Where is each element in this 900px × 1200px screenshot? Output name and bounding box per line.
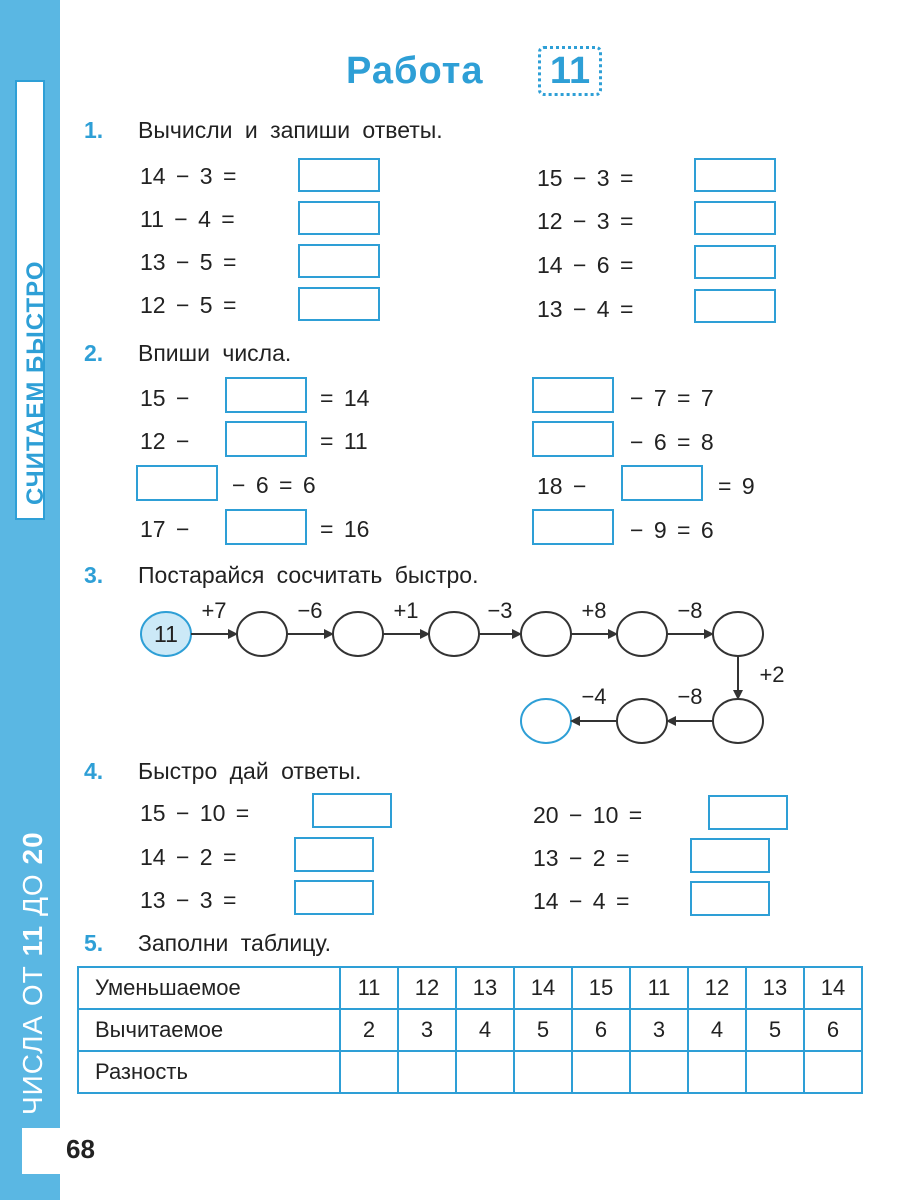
- chain-op-8: −8: [677, 684, 703, 709]
- chapter-from: 11: [17, 924, 48, 957]
- task4-instruction: Быстро дай ответы.: [138, 758, 362, 784]
- task4-left-expr-2: 14 − 2 =: [140, 844, 237, 870]
- task2-number: 2.: [84, 340, 104, 366]
- task1-left-expr-1: 14 − 3 =: [140, 163, 237, 189]
- task1-left-answer-1[interactable]: [298, 158, 380, 192]
- difference-cell[interactable]: [456, 1051, 514, 1093]
- task4-left-answer-1[interactable]: [312, 793, 392, 828]
- table-cell: 3: [630, 1009, 688, 1051]
- task5-number: 5.: [84, 930, 104, 956]
- table-cell: 6: [572, 1009, 630, 1051]
- difference-cell[interactable]: [746, 1051, 804, 1093]
- task1-left-expr-4: 12 − 5 =: [140, 292, 237, 318]
- task1-right-answer-1[interactable]: [694, 158, 776, 192]
- task2-left-3-after: − 6 = 6: [232, 472, 316, 498]
- task2-right-3-before: 18 −: [537, 473, 587, 499]
- row-label-subtrahend: Вычитаемое: [78, 1009, 340, 1051]
- table-cell: 5: [514, 1009, 572, 1051]
- table-cell: 4: [688, 1009, 746, 1051]
- task1-left-expr-3: 13 − 5 =: [140, 249, 237, 275]
- subtraction-table: [77, 966, 863, 1094]
- task1-number: 1.: [84, 117, 104, 143]
- table-cell: 13: [456, 967, 514, 1009]
- chain-op-2: −6: [297, 598, 323, 623]
- chain-circle-5[interactable]: [617, 612, 667, 656]
- task4-number: 4.: [84, 758, 104, 784]
- difference-cell[interactable]: [398, 1051, 456, 1093]
- page-number-tag: [22, 1128, 152, 1174]
- chain-circle-2[interactable]: [333, 612, 383, 656]
- table-cell: 2: [340, 1009, 398, 1051]
- chain-op-6: −8: [677, 598, 703, 623]
- table-cell: 14: [514, 967, 572, 1009]
- difference-cell[interactable]: [340, 1051, 398, 1093]
- row-label-minuend: Уменьшаемое: [78, 967, 340, 1009]
- difference-cell[interactable]: [804, 1051, 862, 1093]
- chain-circle-8[interactable]: [617, 699, 667, 743]
- task2-left-2-after: = 11: [320, 428, 368, 454]
- task2-right-3-blank[interactable]: [621, 465, 703, 501]
- chain-op-9: −4: [581, 684, 607, 709]
- difference-cell[interactable]: [630, 1051, 688, 1093]
- table-cell: 11: [340, 967, 398, 1009]
- number-chain: [0, 590, 900, 760]
- task2-left-1-before: 15 −: [140, 385, 190, 411]
- task1-right-expr-2: 12 − 3 =: [537, 208, 634, 234]
- task4-left-answer-2[interactable]: [294, 837, 374, 872]
- table-cell: 14: [804, 967, 862, 1009]
- task3-instruction: Постарайся сосчитать быстро.: [138, 562, 479, 588]
- task1-left-answer-3[interactable]: [298, 244, 380, 278]
- chain-op-1: +7: [201, 598, 227, 623]
- page-title: Работа: [346, 50, 484, 92]
- table-cell: 3: [398, 1009, 456, 1051]
- task4-right-expr-3: 14 − 4 =: [533, 888, 630, 914]
- table-cell: 11: [630, 967, 688, 1009]
- task4-left-expr-3: 13 − 3 =: [140, 887, 237, 913]
- task1-left-answer-4[interactable]: [298, 287, 380, 321]
- row-label-difference: Разность: [78, 1051, 340, 1093]
- task2-instruction: Впиши числа.: [138, 340, 292, 366]
- table-cell: 6: [804, 1009, 862, 1051]
- chapter-mid: ДО: [17, 873, 48, 917]
- table-row-minuend: [78, 967, 862, 1009]
- chain-end-circle[interactable]: [521, 699, 571, 743]
- difference-cell[interactable]: [572, 1051, 630, 1093]
- chain-circle-4[interactable]: [521, 612, 571, 656]
- task4-left-answer-3[interactable]: [294, 880, 374, 915]
- task4-left-expr-1: 15 − 10 =: [140, 800, 250, 826]
- task2-right-3-after: = 9: [718, 473, 755, 499]
- task2-left-1-blank[interactable]: [225, 377, 307, 413]
- task2-left-4-blank[interactable]: [225, 509, 307, 545]
- task1-right-answer-2[interactable]: [694, 201, 776, 235]
- task2-right-2-blank[interactable]: [532, 421, 614, 457]
- task4-right-expr-1: 20 − 10 =: [533, 802, 643, 828]
- chain-start-value: 11: [154, 621, 178, 647]
- task3-number: 3.: [84, 562, 104, 588]
- chapter-label: [17, 831, 49, 1115]
- task1-right-answer-4[interactable]: [694, 289, 776, 323]
- table-cell: 15: [572, 967, 630, 1009]
- task4-right-answer-1[interactable]: [708, 795, 788, 830]
- chain-op-5: +8: [581, 598, 607, 623]
- work-number: 11: [538, 46, 602, 96]
- table-cell: 12: [398, 967, 456, 1009]
- task1-left-expr-2: 11 − 4 =: [140, 206, 235, 232]
- table-cell: 12: [688, 967, 746, 1009]
- task1-instruction: Вычисли и запиши ответы.: [138, 117, 443, 143]
- task1-right-answer-3[interactable]: [694, 245, 776, 279]
- task2-left-2-before: 12 −: [140, 428, 190, 454]
- table-cell: 4: [456, 1009, 514, 1051]
- task4-right-expr-2: 13 − 2 =: [533, 845, 630, 871]
- table-cell: 13: [746, 967, 804, 1009]
- task4-right-answer-3[interactable]: [690, 881, 770, 916]
- difference-cell[interactable]: [514, 1051, 572, 1093]
- chapter-prefix: ЧИСЛА ОТ: [17, 965, 48, 1115]
- task1-right-expr-4: 13 − 4 =: [537, 296, 634, 322]
- task4-right-answer-2[interactable]: [690, 838, 770, 873]
- task2-left-2-blank[interactable]: [225, 421, 307, 457]
- chain-circle-6[interactable]: [713, 612, 763, 656]
- table-row-difference: [78, 1051, 862, 1093]
- task1-right-expr-3: 14 − 6 =: [537, 252, 634, 278]
- table-cell: 5: [746, 1009, 804, 1051]
- task2-left-4-before: 17 −: [140, 516, 190, 542]
- section-label: СЧИТАЕМ БЫСТРО: [22, 260, 49, 505]
- task5-instruction: Заполни таблицу.: [138, 930, 332, 956]
- chain-circle-7[interactable]: [713, 699, 763, 743]
- chain-circle-1[interactable]: [237, 612, 287, 656]
- task2-right-4-after: − 9 = 6: [630, 517, 714, 543]
- task1-right-expr-1: 15 − 3 =: [537, 165, 634, 191]
- task2-left-4-after: = 16: [320, 516, 370, 542]
- task2-left-1-after: = 14: [320, 385, 370, 411]
- chain-circle-3[interactable]: [429, 612, 479, 656]
- chapter-to: 20: [17, 831, 48, 865]
- page-number: 68: [66, 1134, 95, 1164]
- task1-left-answer-2[interactable]: [298, 201, 380, 235]
- table-row-subtrahend: [78, 1009, 862, 1051]
- chain-op-7: +2: [759, 662, 785, 687]
- task2-right-2-after: − 6 = 8: [630, 429, 714, 455]
- difference-cell[interactable]: [688, 1051, 746, 1093]
- chain-op-4: −3: [487, 598, 513, 623]
- task2-right-1-blank[interactable]: [532, 377, 614, 413]
- chain-op-3: +1: [393, 598, 419, 623]
- task2-right-4-blank[interactable]: [532, 509, 614, 545]
- task2-left-3-blank[interactable]: [136, 465, 218, 501]
- task2-right-1-after: − 7 = 7: [630, 385, 714, 411]
